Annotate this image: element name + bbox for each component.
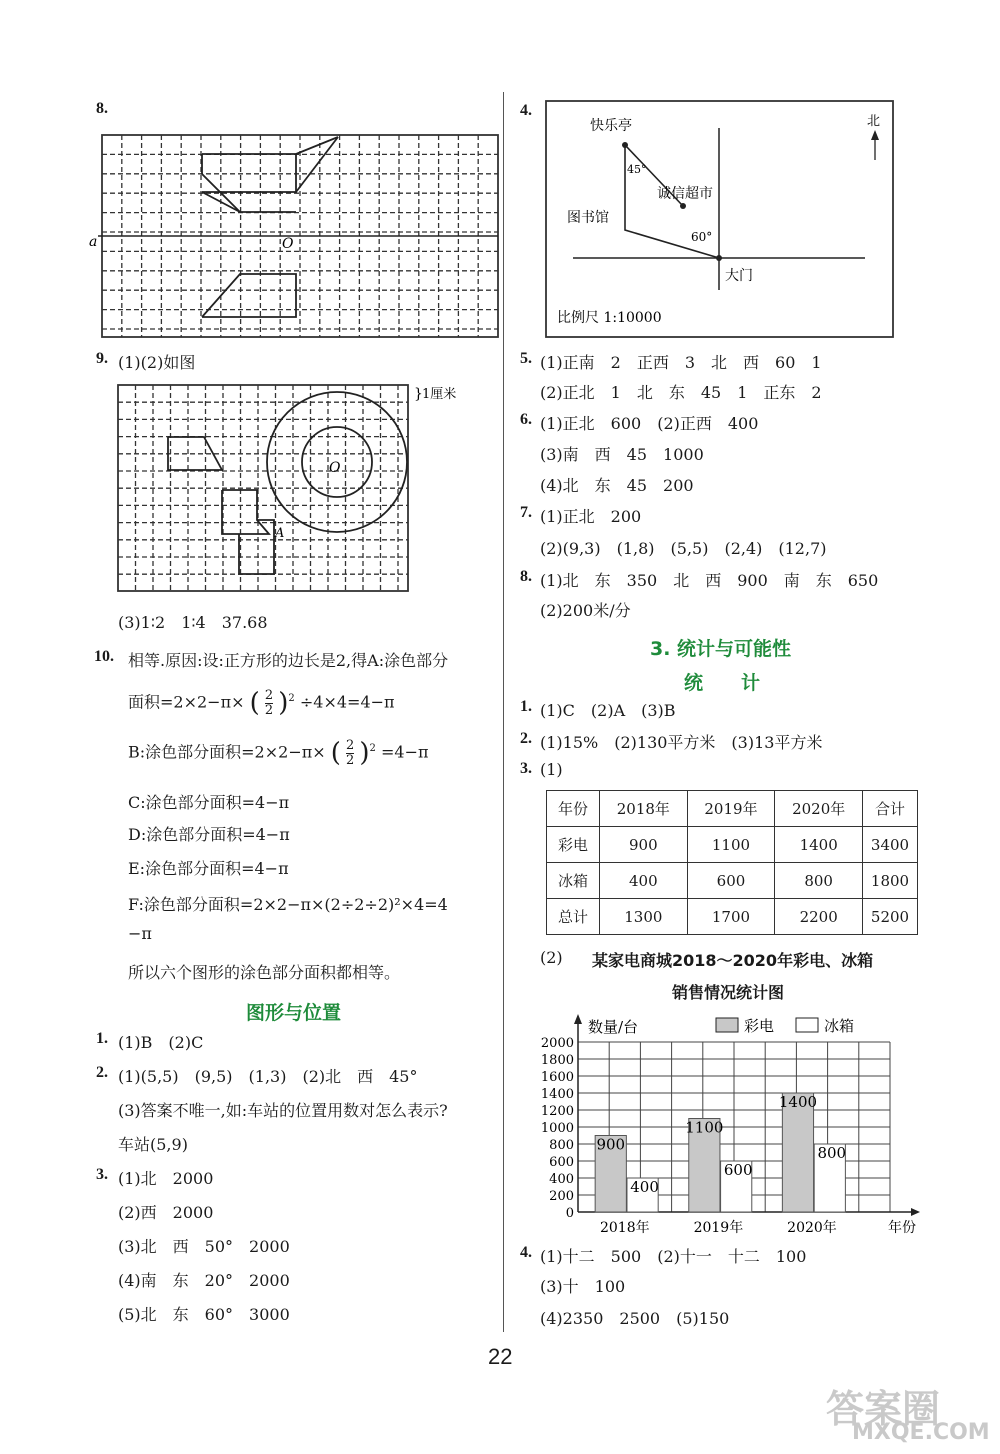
- table-cell: 1300: [600, 899, 688, 935]
- s4-line1: (1)十二 500 (2)十一 十二 100: [540, 1247, 807, 1266]
- y-axis-label: 数量/台: [588, 1018, 639, 1036]
- q10-line2-a: 面积=2×2−π×: [128, 692, 245, 712]
- y-tick-label: 400: [549, 1172, 574, 1187]
- legend-label: 彩电: [744, 1017, 775, 1035]
- section-title-shape-position: 图形与位置: [246, 1002, 342, 1024]
- bar-value-label: 400: [630, 1178, 659, 1196]
- q6-line1: (1)正北 600 (2)正西 400: [540, 414, 759, 433]
- watermark-url: MXQE.COM: [852, 1420, 990, 1445]
- a2-line3: 车站(5,9): [118, 1135, 188, 1154]
- x-axis-label: 年份: [888, 1220, 916, 1236]
- q4-label: 4.: [520, 102, 532, 119]
- a2-line2: (3)答案不唯一,如:车站的位置用数对怎么表示?: [118, 1101, 448, 1120]
- s3-part2: (2): [540, 948, 563, 967]
- q10-b-a: B:涂色部分面积=2×2−π×: [128, 742, 326, 762]
- page-number: 22: [488, 1344, 513, 1369]
- q10-b-line: B:涂色部分面积=2×2−π× ( $\frac{2}{2}$ )$^2$ =4−π: [128, 737, 429, 768]
- table-header-cell: 2019年: [687, 791, 775, 827]
- y-tick-label: 2000: [540, 1036, 574, 1051]
- q10-frac-den: 2: [264, 702, 274, 718]
- q8-o-label: O: [282, 236, 294, 252]
- q6-label: 6.: [520, 411, 532, 428]
- q10-label: 10.: [94, 648, 114, 665]
- q8r-line2: (2)200米/分: [540, 601, 631, 620]
- x-tick-label: 2019年: [693, 1220, 744, 1236]
- section-statistics-subtitle: 统 计: [684, 672, 761, 694]
- map-store-label: 诚信超市: [657, 186, 713, 202]
- q10-line1: 相等.原因:设:正方形的边长是2,得A:涂色部分: [128, 651, 449, 670]
- bar-value-label: 800: [817, 1144, 847, 1162]
- q10-b-frac-num: 2: [346, 737, 355, 753]
- table-cell: 400: [600, 863, 688, 899]
- s1-text: (1)C (2)A (3)B: [540, 701, 676, 720]
- a1-text: (1)B (2)C: [118, 1033, 204, 1052]
- table-cell: 1700: [687, 899, 775, 935]
- q9-grid-figure: [114, 382, 474, 594]
- table-cell: 600: [687, 863, 775, 899]
- s4-line3: (4)2350 2500 (5)150: [540, 1309, 730, 1328]
- q6-line2: (3)南 西 45 1000: [540, 445, 704, 464]
- q7-label: 7.: [520, 504, 532, 521]
- s4-line2: (3)十 100: [540, 1277, 626, 1296]
- map-gate-label: 大门: [725, 268, 753, 284]
- q5-label: 5.: [520, 350, 532, 367]
- q8-a-label: a: [89, 234, 98, 250]
- table-cell: 3400: [863, 827, 918, 863]
- a1-label: 1.: [96, 1030, 108, 1047]
- y-tick-label: 800: [549, 1138, 574, 1153]
- bar-value-label: 600: [723, 1161, 753, 1179]
- q9-unit-brace: }: [414, 386, 423, 402]
- q7-line2: (2)(9,3) (1,8) (5,5) (2,4) (12,7): [540, 539, 827, 558]
- map-library-label: 图书馆: [567, 210, 609, 226]
- q9-part3: (3)1∶2 1∶4 37.68: [118, 613, 268, 632]
- q5-line1: (1)正南 2 正西 3 北 西 60 1: [540, 353, 822, 372]
- table-cell: 1400: [775, 827, 863, 863]
- map-scale-label: 比例尺 1:10000: [557, 310, 662, 326]
- bar-value-label: 1100: [685, 1118, 724, 1137]
- s3-part1: (1): [540, 760, 563, 779]
- s2-label: 2.: [520, 730, 532, 747]
- table-cell: 800: [775, 863, 863, 899]
- bar-value-label: 900: [596, 1135, 626, 1154]
- a3-line2: (2)西 2000: [118, 1203, 214, 1222]
- bar-value-label: 1400: [778, 1093, 818, 1111]
- s4-label: 4.: [520, 1244, 532, 1261]
- map-angle-60: 60°: [691, 230, 713, 244]
- table-row: [547, 863, 918, 899]
- legend-swatch: [796, 1018, 818, 1032]
- q10-line2: 面积=2×2−π× ( $\frac{2}{2}$ )$^2$ ÷4×4=4−π: [128, 687, 395, 718]
- x-tick-label: 2018年: [599, 1220, 650, 1236]
- bar-chart: [530, 1004, 930, 1236]
- q10-b-frac-den: 2: [346, 752, 355, 768]
- q10-b-b: =4−π: [381, 742, 429, 762]
- q8r-line1: (1)北 东 350 北 西 900 南 东 650: [540, 571, 879, 590]
- a2-label: 2.: [96, 1064, 108, 1081]
- q9-o-label: O: [329, 460, 341, 476]
- x-tick-label: 2020年: [787, 1220, 837, 1236]
- q10-conclusion: 所以六个图形的涂色部分面积都相等。: [128, 963, 401, 982]
- q10-f: F:涂色部分面积=2×2−π×(2÷2÷2)²×4=4: [128, 895, 448, 914]
- table-cell: 5200: [863, 899, 918, 935]
- map-north-label: 北: [867, 114, 881, 129]
- q10-f2: −π: [128, 924, 152, 943]
- q9-text: (1)(2)如图: [118, 353, 196, 372]
- y-tick-label: 0: [565, 1206, 574, 1221]
- map-angle-45: 45°: [627, 163, 647, 176]
- legend-label: 冰箱: [824, 1017, 855, 1035]
- x-axis-arrow: [911, 1208, 920, 1216]
- section-3-title: 3. 统计与可能性: [650, 638, 792, 660]
- table-row: [547, 791, 918, 827]
- a3-line5: (5)北 东 60° 3000: [118, 1305, 290, 1324]
- chart-subtitle: 销售情况统计图: [672, 983, 785, 1002]
- legend-swatch: [716, 1018, 738, 1032]
- q10-sq: 2: [288, 693, 295, 705]
- table-cell: 2200: [775, 899, 863, 935]
- q8-label: 8.: [96, 100, 108, 117]
- table-header-cell: 合计: [863, 791, 918, 827]
- column-divider: [503, 92, 504, 1332]
- table-header-cell: 年份: [547, 791, 600, 827]
- q10-frac-num: 2: [264, 687, 274, 703]
- chart-title: 某家电商城2018～2020年彩电、冰箱: [592, 951, 874, 970]
- q7-line1: (1)正北 200: [540, 507, 642, 526]
- q10-c: C:涂色部分面积=4−π: [128, 793, 290, 812]
- q10-d: D:涂色部分面积=4−π: [128, 825, 290, 844]
- y-tick-label: 1600: [540, 1070, 574, 1085]
- q9-a-label: A: [275, 526, 285, 541]
- y-tick-label: 600: [549, 1155, 574, 1170]
- y-tick-label: 200: [549, 1189, 574, 1204]
- table-row: [547, 827, 918, 863]
- table-cell: 1100: [687, 827, 775, 863]
- table-cell: 冰箱: [547, 863, 600, 899]
- y-tick-label: 1000: [540, 1121, 574, 1136]
- a2-line1: (1)(5,5) (9,5) (1,3) (2)北 西 45°: [118, 1067, 418, 1086]
- table-cell: 彩电: [547, 827, 600, 863]
- a3-line1: (1)北 2000: [118, 1169, 214, 1188]
- y-tick-label: 1200: [540, 1104, 574, 1119]
- table-cell: 900: [600, 827, 688, 863]
- q6-line3: (4)北 东 45 200: [540, 476, 694, 495]
- s2-text: (1)15% (2)130平方米 (3)13平方米: [540, 733, 823, 752]
- s1-label: 1.: [520, 698, 532, 715]
- q10-e: E:涂色部分面积=4−π: [128, 859, 289, 878]
- q10-line2-b: ÷4×4=4−π: [299, 692, 395, 712]
- a3-line4: (4)南 东 20° 2000: [118, 1271, 290, 1290]
- table-header-cell: 2020年: [775, 791, 863, 827]
- y-tick-label: 1800: [540, 1053, 574, 1068]
- y-axis-arrow: [574, 1014, 582, 1024]
- s3-label: 3.: [520, 760, 532, 777]
- table-header-cell: 2018年: [600, 791, 688, 827]
- a3-line3: (3)北 西 50° 2000: [118, 1237, 290, 1256]
- table-row: [547, 899, 918, 935]
- y-tick-label: 1400: [540, 1087, 574, 1102]
- q5-line2: (2)正北 1 北 东 45 1 正东 2: [540, 383, 822, 402]
- a3-label: 3.: [96, 1166, 108, 1183]
- stats-table: [546, 790, 918, 935]
- q9-unit-label: 1厘米: [422, 387, 457, 402]
- q8r-label: 8.: [520, 568, 532, 585]
- table-cell: 1800: [863, 863, 918, 899]
- q8-grid-figure: [88, 132, 508, 342]
- map-happy-pavilion: 快乐亭: [590, 118, 632, 134]
- q10-b-sq: 2: [369, 743, 376, 755]
- table-cell: 总计: [547, 899, 600, 935]
- map-figure: [545, 100, 895, 340]
- watermark-logo: 答案圈: [826, 1387, 941, 1431]
- q9-label: 9.: [96, 350, 108, 367]
